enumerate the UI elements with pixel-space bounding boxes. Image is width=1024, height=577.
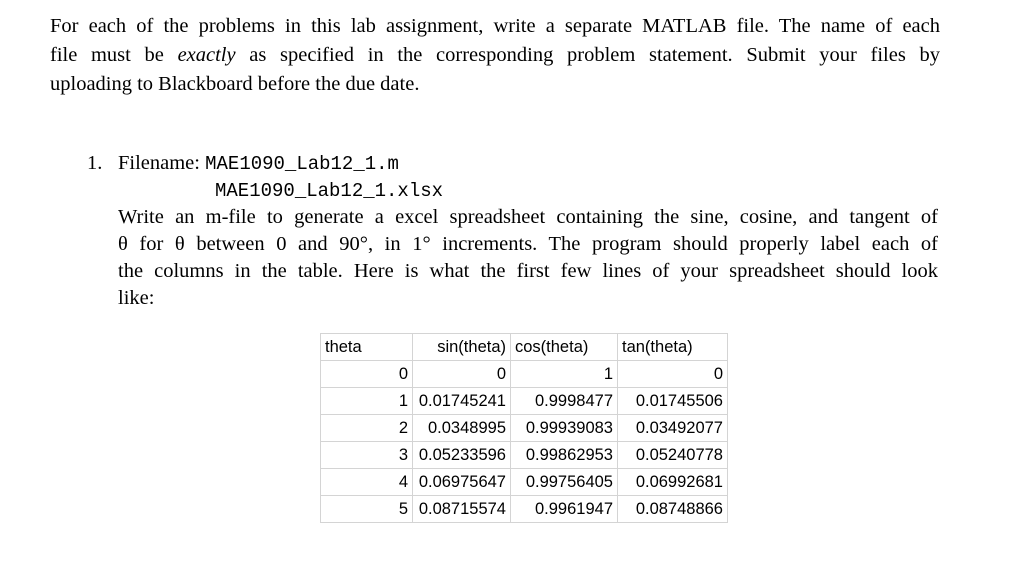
- filename-xlsx: MAE1090_Lab12_1.xlsx: [215, 180, 444, 202]
- filename-label: Filename:: [118, 152, 200, 174]
- cell-cos: 0.99756405: [511, 469, 618, 496]
- instructions-line-1: For each of the problems in this lab assignment, write a separate MATLAB file. The name of each: [50, 15, 940, 37]
- problem-line-3: the columns in the table. Here is what the first few lines of your spreadsheet should look: [118, 260, 938, 282]
- cell-tan: 0.03492077: [618, 415, 728, 442]
- cell-cos: 0.99939083: [511, 415, 618, 442]
- problem-line-2: θ for θ between 0 and 90°, in 1° increments. The program should properly label each of: [118, 233, 938, 255]
- cell-sin: 0.0348995: [413, 415, 511, 442]
- cell-cos: 0.9961947: [511, 496, 618, 523]
- spreadsheet-table: [320, 333, 728, 523]
- table-header-row: [321, 334, 728, 361]
- instructions-line-2-end: as specified in the corresponding problem statement. Submit your files by: [235, 44, 940, 66]
- cell-theta: 5: [321, 496, 413, 523]
- cell-tan: 0.08748866: [618, 496, 728, 523]
- instructions-line-2-start: file must be: [50, 44, 178, 66]
- cell-sin: 0.01745241: [413, 388, 511, 415]
- cell-theta: 0: [321, 361, 413, 388]
- cell-cos: 0.99862953: [511, 442, 618, 469]
- cell-cos: 0.9998477: [511, 388, 618, 415]
- cell-cos: 1: [511, 361, 618, 388]
- filename-row-2: [87, 177, 940, 204]
- table-row: [321, 469, 728, 496]
- problem-number: 1.: [87, 152, 103, 174]
- table-row: [321, 415, 728, 442]
- cell-theta: 4: [321, 469, 413, 496]
- cell-tan: 0.01745506: [618, 388, 728, 415]
- cell-sin: 0.08715574: [413, 496, 511, 523]
- filename-row: [87, 150, 940, 177]
- cell-sin: 0.05233596: [413, 442, 511, 469]
- cell-theta: 3: [321, 442, 413, 469]
- table-row: [321, 388, 728, 415]
- cell-tan: 0: [618, 361, 728, 388]
- cell-tan: 0.06992681: [618, 469, 728, 496]
- table-row: [321, 496, 728, 523]
- header-sin: sin(theta): [413, 334, 511, 361]
- header-cos: cos(theta): [511, 334, 618, 361]
- cell-theta: 1: [321, 388, 413, 415]
- cell-tan: 0.05240778: [618, 442, 728, 469]
- table-row: [321, 361, 728, 388]
- cell-sin: 0.06975647: [413, 469, 511, 496]
- problem-line-4: like:: [118, 287, 155, 309]
- header-theta: theta: [321, 334, 413, 361]
- emphasis-exactly: exactly: [177, 44, 236, 66]
- filename-m: MAE1090_Lab12_1.m: [205, 153, 399, 175]
- instructions-paragraph: [50, 12, 940, 99]
- instructions-line-3: uploading to Blackboard before the due date.: [50, 73, 420, 95]
- problem-line-1: Write an m-file to generate a excel spreadsheet containing the sine, cosine, and tangent of: [118, 206, 938, 228]
- instructions-line-2: [50, 41, 940, 70]
- header-tan: tan(theta): [618, 334, 728, 361]
- problem-description: [118, 204, 938, 312]
- problem-1: [87, 150, 940, 309]
- cell-sin: 0: [413, 361, 511, 388]
- cell-theta: 2: [321, 415, 413, 442]
- table-row: [321, 442, 728, 469]
